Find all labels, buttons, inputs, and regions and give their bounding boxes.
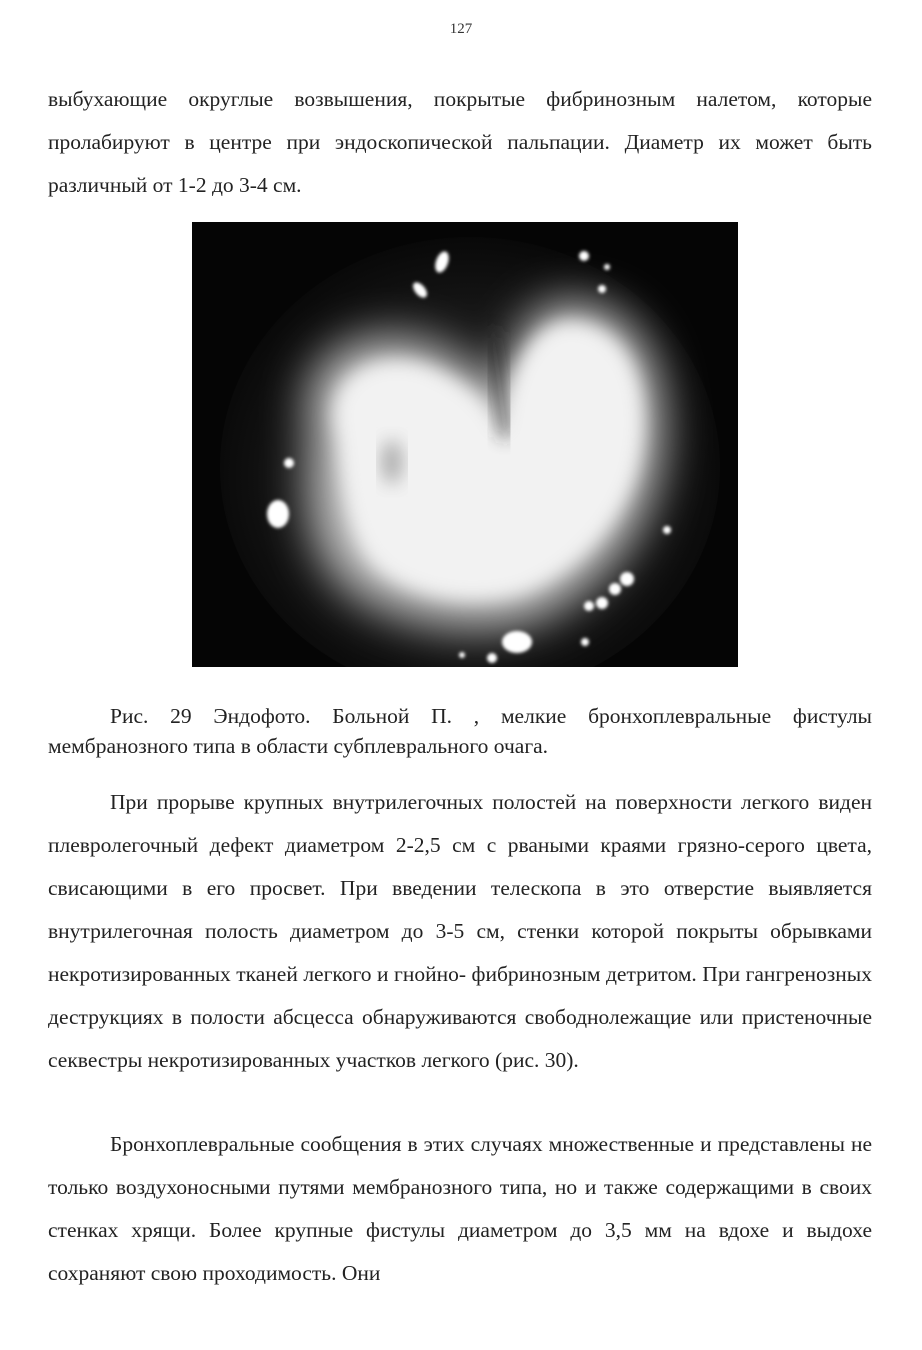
page-number: 127 [449, 21, 473, 37]
figure-caption: Рис. 29 Эндофото. Больной П. , мелкие бронхоплевральные фистулы мембранозного типа в области субплеврального очага. [48, 704, 872, 758]
paragraph-2: При прорыве крупных внутрилегочных полостей на поверхности легкого виден плевролегочный дефект диаметром 2-2,5 см с рваными краями грязно-серого цвета, свисающими в его просвет. При введении телескопа в это отверстие выявляется внутрилегочная полость диаметром до 3-5 см, стенки которой покрыты обрывками некротизированных тканей легкого и гнойно- фибринозным детритом. При гангренозных деструкциях в полости абсцесса обнаруживаются свободнолежащие или пристеночные секвестры некротизированных участков легкого (рис. 30). [48, 790, 872, 1072]
paragraph-3: Бронхоплевральные сообщения в этих случаях множественные и представлены не только воздухоносными путями мембранозного типа, но и также содержащими в своих стенках хрящи. Более крупные фистулы диаметром до 3,5 мм на вдохе и выдохе сохраняют свою проходимость. Они [48, 1132, 872, 1285]
paragraph-1: выбухающие округлые возвышения, покрытые фибринозным налетом, которые пролабируют в центре при эндоскопической пальпации. Диаметр их может быть различный от 1-2 до 3-4 см. [48, 87, 872, 197]
endoscopic-photo [192, 222, 738, 667]
